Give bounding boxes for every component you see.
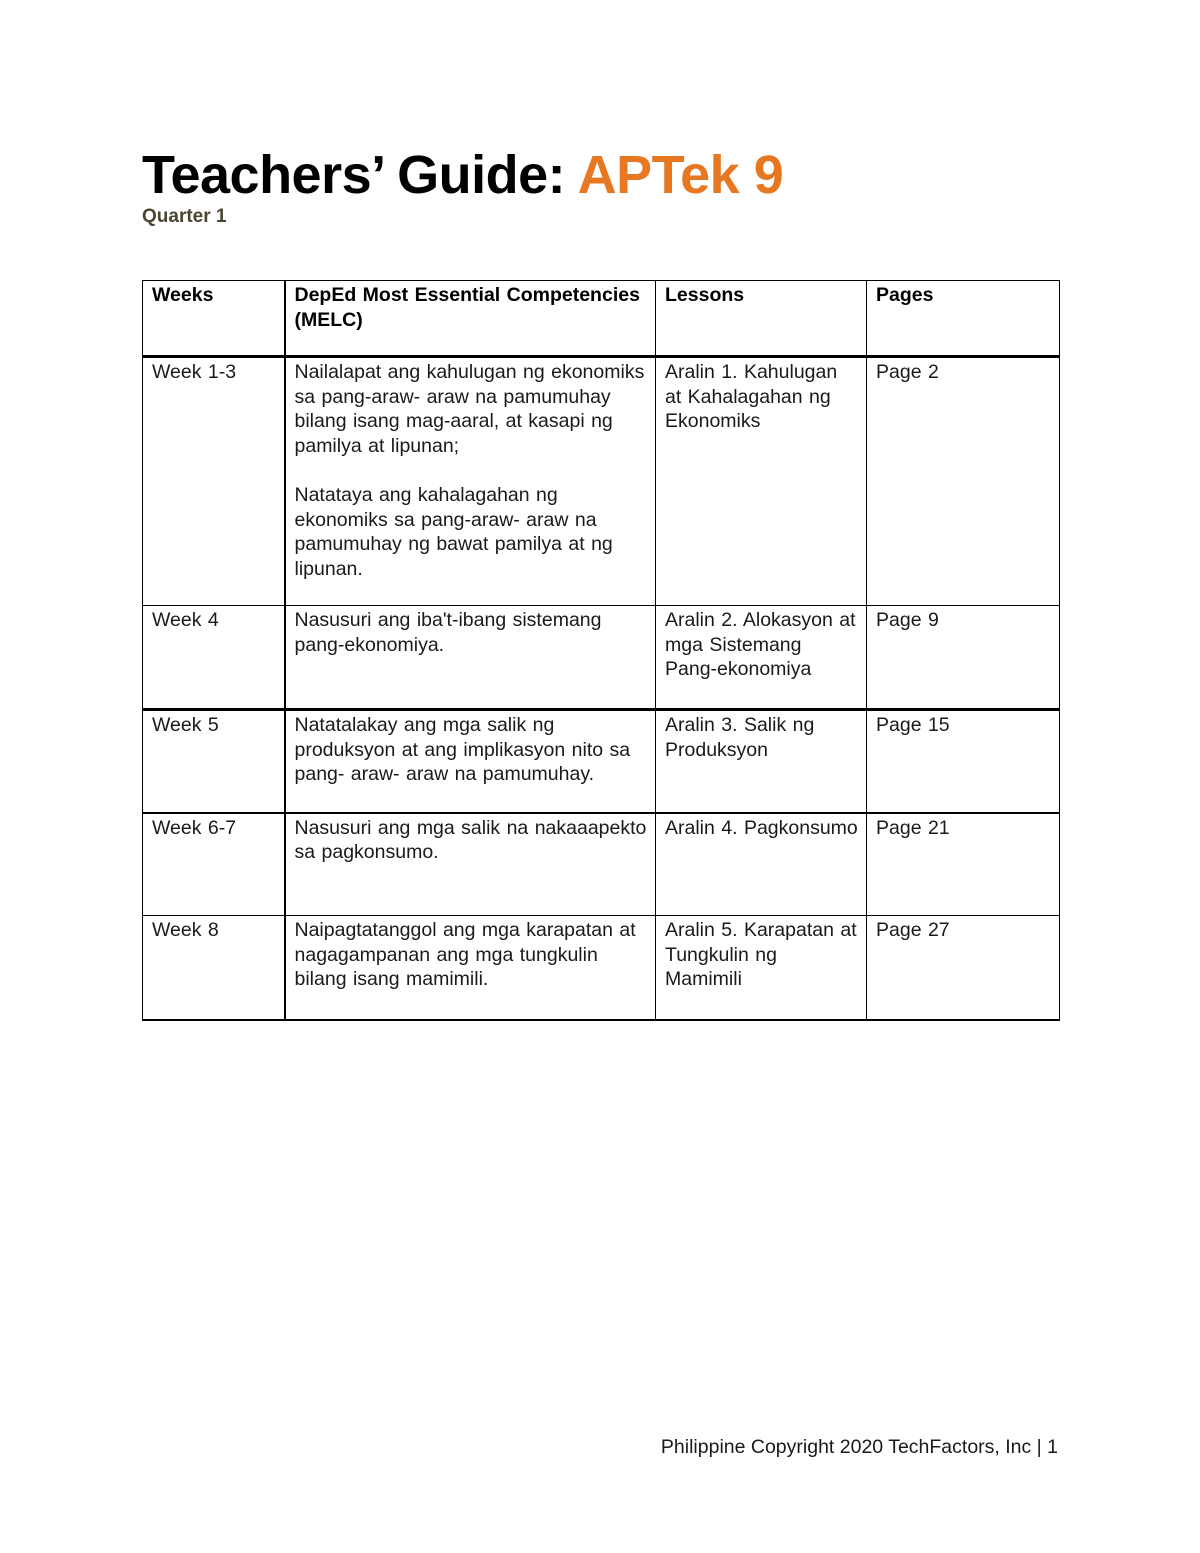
quarter-subtitle: Quarter 1 — [142, 206, 227, 227]
lesson-cell: Aralin 3. Salik ng Produksyon — [656, 710, 867, 813]
lesson-cell: Aralin 5. Karapatan at Tungkulin ng Mamimili — [656, 916, 867, 1020]
week-cell: Week 5 — [143, 710, 285, 813]
competency-text: Natataya ang kahalagahan ng ekonomiks sa pang-araw- araw na pamumuhay ng bawat pamilya at ng lipunan. — [294, 483, 613, 580]
competency-text: Nailalapat ang kahulugan ng ekonomiks sa pang-araw- araw na pamumuhay bilang isang mag-aaral, at kasapi ng pamilya at lipunan; — [294, 361, 645, 457]
table-row — [143, 606, 1060, 710]
week-cell: Week 4 — [143, 606, 285, 710]
table-row — [143, 916, 1060, 1020]
table-row — [143, 357, 1060, 606]
header-weeks: Weeks — [143, 281, 285, 357]
header-pages: Pages — [867, 281, 1060, 357]
week-cell: Week 8 — [143, 916, 285, 1020]
title-accent: APTek 9 — [577, 145, 784, 205]
lesson-cell: Aralin 1. Kahulugan at Kahalagahan ng Ekonomiks — [656, 357, 867, 606]
competency-text: Natatalakay ang mga salik ng produksyon at ang implikasyon nito sa pang- araw- araw na pamumuhay. — [294, 714, 631, 786]
page-title — [142, 142, 783, 208]
curriculum-table — [142, 280, 1060, 1021]
competency-cell — [285, 606, 656, 710]
header-lessons: Lessons — [656, 281, 867, 357]
competency-cell — [285, 916, 656, 1020]
header-melc-line2: (MELC) — [294, 308, 363, 331]
table-header-row — [143, 281, 1060, 357]
page-cell: Page 21 — [867, 813, 1060, 916]
table-row — [143, 710, 1060, 813]
table-row — [143, 813, 1060, 916]
header-melc — [285, 281, 656, 357]
lesson-cell: Aralin 4. Pagkonsumo — [656, 813, 867, 916]
competency-text: Nasusuri ang iba't-ibang sistemang pang-ekonomiya. — [294, 609, 602, 656]
week-cell: Week 6-7 — [143, 813, 285, 916]
page-cell: Page 27 — [867, 916, 1060, 1020]
page-cell: Page 15 — [867, 710, 1060, 813]
title-main: Teachers’ Guide: — [142, 145, 578, 205]
week-cell: Week 1-3 — [143, 357, 285, 606]
competency-text: Naipagtatanggol ang mga karapatan at nagagampanan ang mga tungkulin bilang isang mamimili. — [294, 919, 636, 991]
page-cell: Page 2 — [867, 357, 1060, 606]
competency-text: Nasusuri ang mga salik na nakaaapekto sa pagkonsumo. — [294, 816, 647, 864]
lesson-cell: Aralin 2. Alokasyon at mga Sistemang Pang-ekonomiya — [656, 606, 867, 710]
competency-cell — [285, 813, 656, 916]
page-cell: Page 9 — [867, 606, 1060, 710]
header-melc-line1: DepEd Most Essential Competencies — [294, 284, 640, 306]
competency-cell — [285, 357, 656, 606]
competency-cell — [285, 710, 656, 813]
copyright-footer: Philippine Copyright 2020 TechFactors, Inc | 1 — [660, 1436, 1058, 1458]
